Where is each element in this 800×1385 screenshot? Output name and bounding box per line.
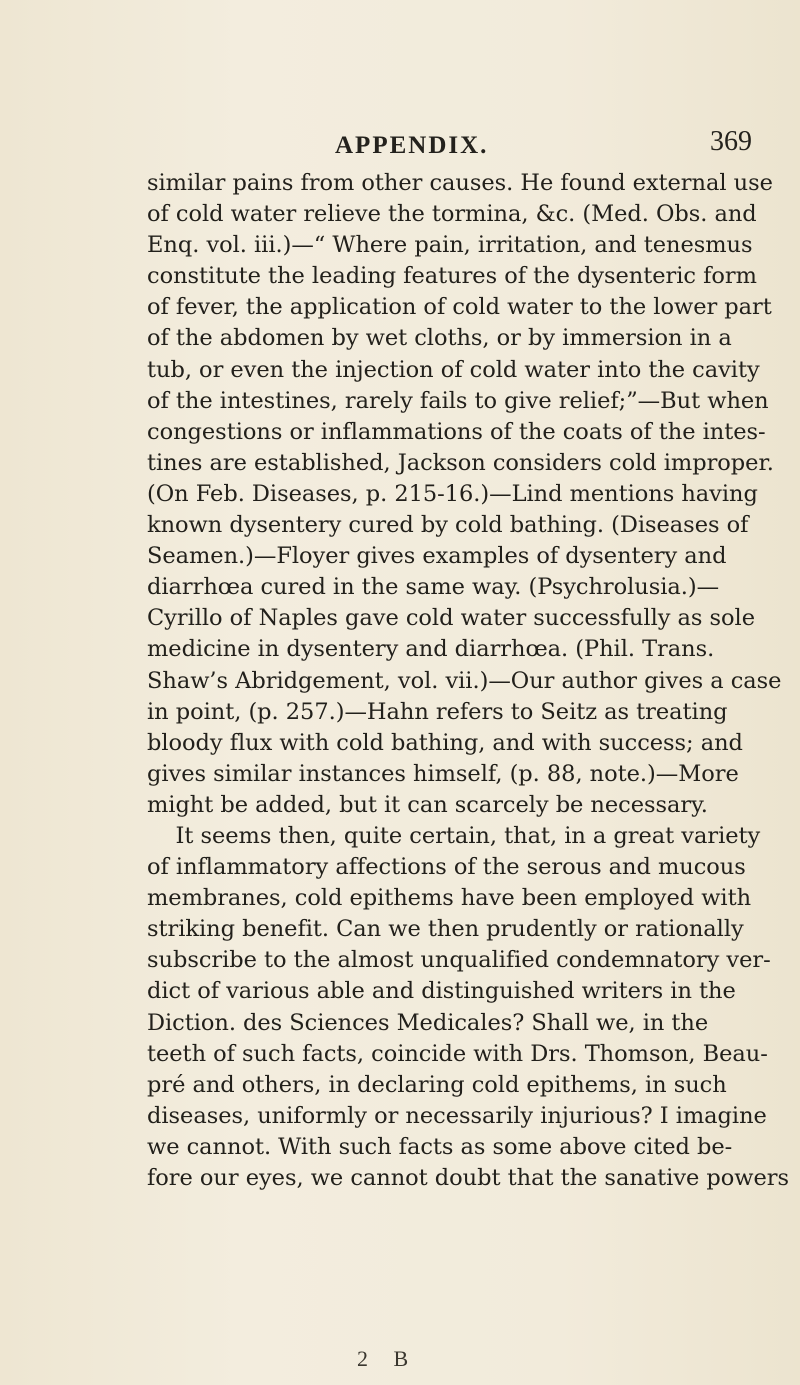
text-line: (On Feb. Diseases, p. 215-16.)—Lind mentions having [147,480,758,507]
text-line: striking benefit. Can we then prudently or rationally [147,916,744,943]
text-line: membranes, cold epithems have been employed with [147,885,752,912]
text-line: Cyrillo of Naples gave cold water successfully as sole [147,605,755,632]
text-line: in point, (p. 257.)—Hahn refers to Seitz as treating [147,698,728,725]
text-line: might be added, but it can scarcely be necessary. [147,791,708,818]
text-line: gives similar instances himself, (p. 88, note.)—More [147,760,739,787]
text-line: of the intestines, rarely fails to give relief;”—But when [147,387,769,414]
text-line: pré and others, in declaring cold epithems, in such [147,1071,727,1098]
body-text [147,168,800,1194]
text-line: fore our eyes, we cannot doubt that the sanative powers [147,1165,790,1191]
text-line: Shaw’s Abridgement, vol. vii.)—Our author gives a case [147,667,782,694]
text-line: Diction. des Sciences Medicales? Shall we, in the [147,1009,709,1036]
text-line: Seamen.)—Floyer gives examples of dysentery and [147,543,727,570]
text-line: Enq. vol. iii.)—“ Where pain, irritation, and tenesmus [147,232,753,259]
running-head: APPENDIX. [335,132,489,159]
text-line: of fever, the application of cold water to the lower part [147,294,772,321]
text-line: constitute the leading features of the dysenteric form [147,263,757,290]
text-line: known dysentery cured by cold bathing. (Diseases of [147,512,749,539]
page-number: 369 [710,126,752,157]
text-line: we cannot. With such facts as some above cited be- [147,1133,733,1160]
text-line: diarrhœa cured in the same way. (Psychrolusia.)— [147,574,720,601]
text-line: congestions or inflammations of the coats of the intes- [147,418,766,445]
text-line: of cold water relieve the tormina, &c. (Med. Obs. and [147,201,757,228]
text-line: medicine in dysentery and diarrhœa. (Phil. Trans. [147,636,715,663]
text-line: of the abdomen by wet cloths, or by immersion in a [147,325,732,352]
text-line: similar pains from other causes. He found external use [147,170,773,196]
text-line: tub, or even the injection of cold water into the cavity [147,356,760,383]
text-line: It seems then, quite certain, that, in a great variety [147,822,761,849]
text-line: tines are established, Jackson considers cold improper. [147,449,774,476]
text-line: diseases, uniformly or necessarily injurious? I imagine [147,1102,767,1129]
text-line: subscribe to the almost unqualified condemnatory ver- [147,947,771,974]
text-line: bloody flux with cold bathing, and with success; and [147,729,743,756]
signature-mark: 2 B [357,1346,419,1371]
text-line: dict of various able and distinguished writers in the [147,978,736,1005]
text-line: teeth of such facts, coincide with Drs. Thomson, Beau- [147,1040,768,1067]
text-line: of inflammatory affections of the serous and mucous [147,854,746,881]
